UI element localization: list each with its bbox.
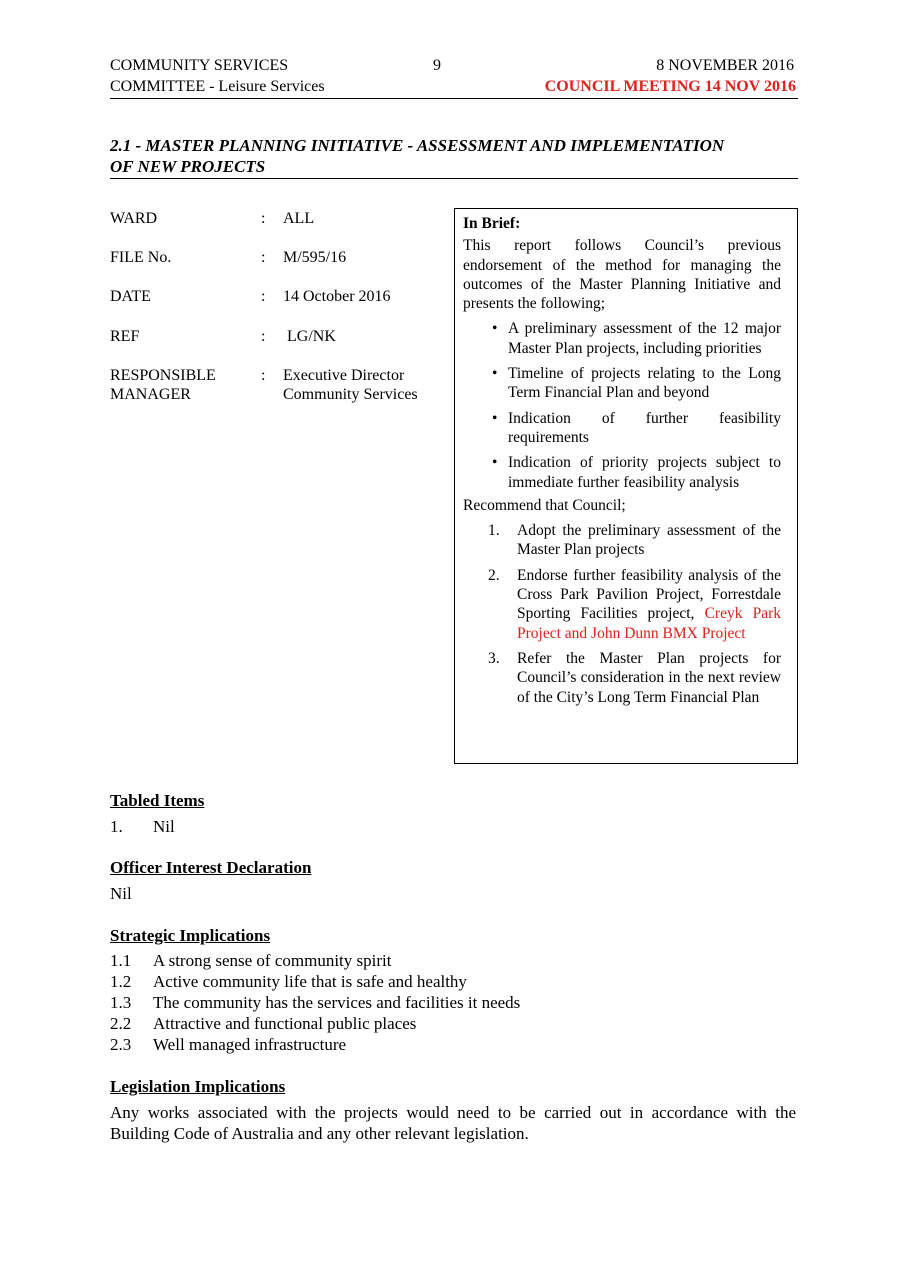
recommend-item-amendment: Creyk Park Project and John Dunn BMX Project <box>517 605 781 642</box>
officer-interest-text: Nil <box>110 884 132 903</box>
header-date: 8 NOVEMBER 2016 <box>656 57 794 74</box>
meta-value-ref: LG/NK <box>283 328 336 345</box>
tabled-item-number: 1. <box>110 817 123 836</box>
report-title-line1: 2.1 - MASTER PLANNING INITIATIVE - ASSESSMENT AND IMPLEMENTATION <box>110 136 725 155</box>
header-meeting: COUNCIL MEETING 14 NOV 2016 <box>544 78 796 95</box>
strategic-item-number: 1.2 <box>110 972 132 991</box>
meta-value-file: M/595/16 <box>283 249 347 266</box>
strategic-list <box>110 950 798 1055</box>
recommend-item <box>463 566 781 643</box>
strategic-item <box>110 1034 798 1055</box>
brief-bullet <box>463 453 781 492</box>
strategic-heading: Strategic Implications <box>110 926 271 945</box>
strategic-item-text: The community has the services and facilities it needs <box>153 993 521 1012</box>
in-brief-intro: This report follows Council’s previous endorsement of the method for managing the outcomes of the Master Planning Initiative and presents the following; <box>463 237 781 313</box>
strategic-item-number: 1.1 <box>110 951 132 970</box>
meta-colon: : <box>261 328 266 345</box>
in-brief-box <box>454 208 798 764</box>
strategic-item-number: 1.3 <box>110 993 132 1012</box>
page-number: 9 <box>433 57 441 74</box>
legislation-heading: Legislation Implications <box>110 1077 286 1096</box>
header-left-line1: COMMUNITY SERVICES <box>110 57 289 74</box>
meta-value-manager: Executive Director Community Services <box>283 367 418 403</box>
report-title-line2: OF NEW PROJECTS <box>110 157 266 176</box>
brief-bullet <box>463 319 781 358</box>
strategic-item-text: A strong sense of community spirit <box>153 951 392 970</box>
brief-bullet-text: Indication of priority projects subject to immediate further feasibility analysis <box>508 454 781 491</box>
recommend-item <box>463 521 781 560</box>
meta-colon: : <box>261 288 266 305</box>
recommend-item-number: 1. <box>488 522 500 540</box>
strategic-item <box>110 950 798 971</box>
recommend-label: Recommend that Council; <box>463 496 626 514</box>
header-left-line2: COMMITTEE - Leisure Services <box>110 78 325 95</box>
meta-label-ward: WARD <box>110 210 158 227</box>
title-rule <box>110 178 798 179</box>
bullet-icon: • <box>492 454 498 472</box>
brief-bullet <box>463 409 781 448</box>
meta-value-ward: ALL <box>283 210 315 227</box>
meta-label-ref: REF <box>110 328 140 345</box>
brief-bullet-text: Timeline of projects relating to the Long Term Financial Plan and beyond <box>508 365 781 402</box>
meta-label-manager: RESPONSIBLE MANAGER <box>110 367 216 403</box>
strategic-item <box>110 1013 798 1034</box>
strategic-item-number: 2.3 <box>110 1035 132 1054</box>
brief-bullet <box>463 364 781 403</box>
meta-label-file: FILE No. <box>110 249 172 266</box>
bullet-icon: • <box>492 409 498 427</box>
strategic-item-text: Active community life that is safe and healthy <box>153 972 467 991</box>
meta-label-date: DATE <box>110 288 151 305</box>
bullet-icon: • <box>492 365 498 383</box>
meta-colon: : <box>261 210 266 227</box>
brief-bullet-text: Indication of further feasibility requirements <box>508 409 781 446</box>
recommend-item <box>463 649 781 707</box>
meta-colon: : <box>261 367 266 384</box>
brief-bullet-text: A preliminary assessment of the 12 major Master Plan projects, including priorities <box>508 320 781 357</box>
strategic-item <box>110 992 798 1013</box>
recommend-item-text: Refer the Master Plan projects for Council’s consideration in the next review of the City’s Long Term Financial Plan <box>517 649 781 706</box>
bullet-icon: • <box>492 320 498 338</box>
header-rule <box>110 98 798 99</box>
strategic-item <box>110 971 798 992</box>
tabled-items-heading: Tabled Items <box>110 791 205 810</box>
strategic-item-text: Attractive and functional public places <box>153 1014 417 1033</box>
tabled-item-text: Nil <box>153 817 175 836</box>
officer-interest-heading: Officer Interest Declaration <box>110 858 312 877</box>
recommend-item-text: Endorse further feasibility analysis of the Cross Park Pavilion Project, Forrestdale Sporting Facilities project, <box>517 566 781 623</box>
strategic-item-text: Well managed infrastructure <box>153 1035 347 1054</box>
in-brief-heading: In Brief: <box>463 215 521 232</box>
meta-value-date: 14 October 2016 <box>283 288 391 305</box>
recommend-item-number: 2. <box>488 566 500 584</box>
meta-colon: : <box>261 249 266 266</box>
legislation-text: Any works associated with the projects would need to be carried out in accordance with the Building Code of Australia and any other relevant legislation. <box>110 1103 796 1143</box>
recommend-item-text: Adopt the preliminary assessment of the Master Plan projects <box>517 522 781 559</box>
strategic-item-number: 2.2 <box>110 1014 132 1033</box>
recommend-item-number: 3. <box>488 649 500 667</box>
